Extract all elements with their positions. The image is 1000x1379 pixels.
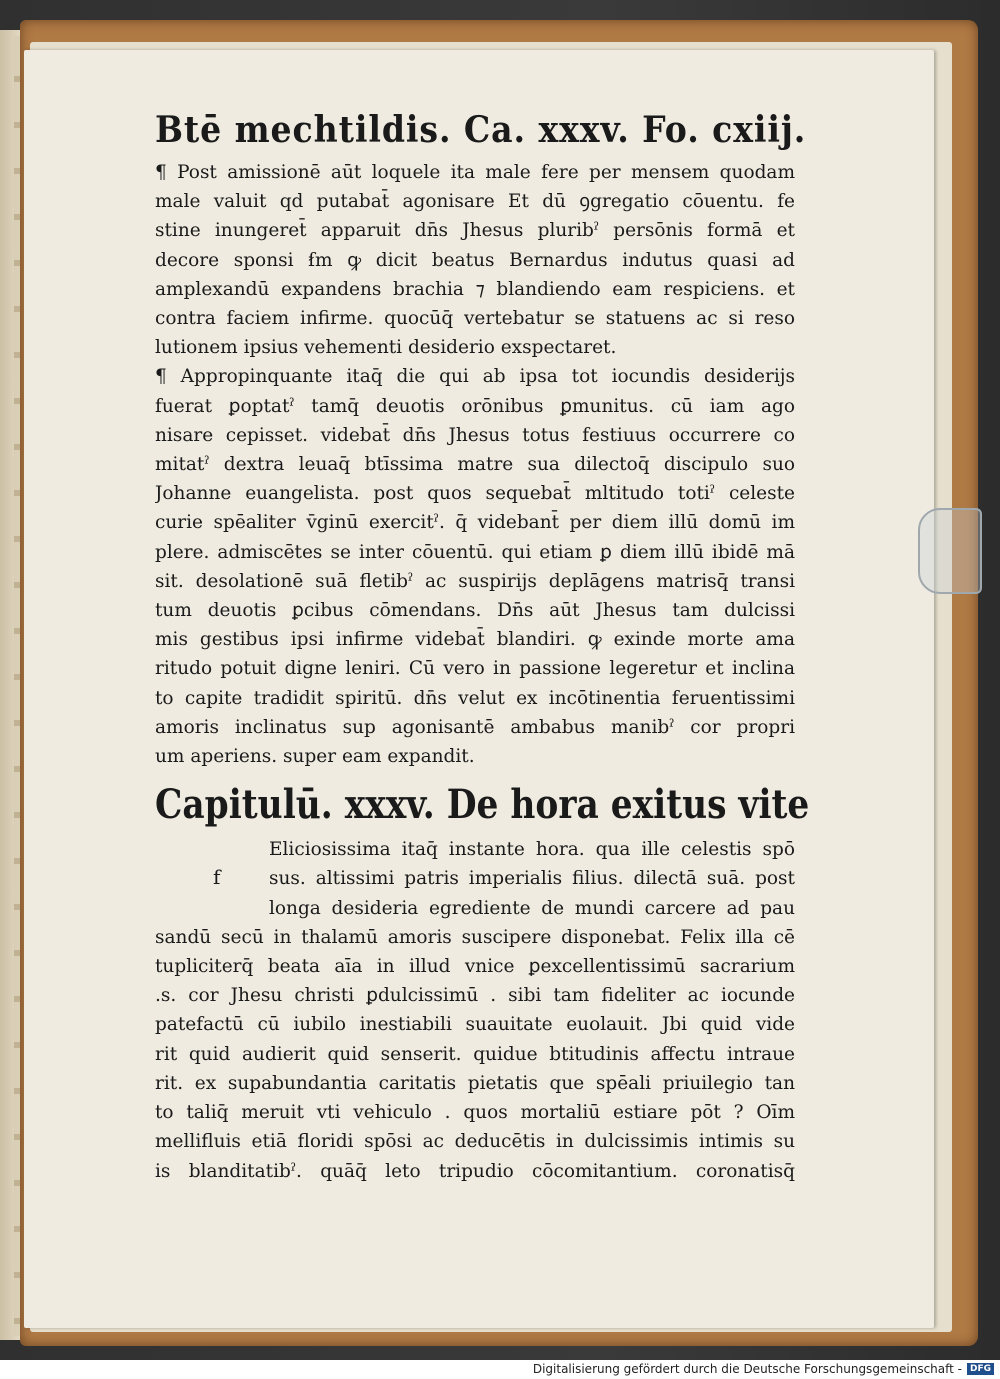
text-line: longa desideria egrediente de mundi carcere ad pau xyxy=(269,897,795,919)
text-line: Eliciosissima itaq̄ instante hora. qua ille celestis spō xyxy=(269,839,795,861)
text-line: rit quid audierit quid senserit. quidue btitudinis affectu intraue xyxy=(155,1043,795,1065)
chapter-body xyxy=(155,835,795,1185)
text-line: sit. desolationē suā fletibˀ ac suspirijs deplāgens matrisq̄ transi xyxy=(155,570,795,592)
text-line: to taliq̄ meruit vti vehiculo . quos mortaliū estiare pōt ? Oīm xyxy=(155,1102,795,1124)
text-line: ¶ Post amissionē aūt loquele ita male fere per mensem quodam xyxy=(155,162,795,183)
page-clip xyxy=(918,508,982,594)
text-line: sus. altissimi patris imperialis filius. dilectā suā. post xyxy=(269,868,795,890)
paragraph-3-indented xyxy=(155,835,795,923)
text-line: ritudo potuit digne leniri. Cū vero in passione legeretur et inclina xyxy=(155,658,795,680)
text-line: plere. admiscētes se inter cōuentū. qui etiam ꝑ diem illū ibidē mā xyxy=(155,541,795,563)
text-line: patefactū cū iubilo inestiabili suauitate euolauit. Jbi quid vide xyxy=(155,1014,795,1036)
text-line: nisare cepisset. videbat̄ dn̄s Jhesus totus festiuus occurrere co xyxy=(155,424,795,446)
text-line: mitatˀ dextra leuaq̄ btīssima matre sua dilectoq̄ discipulo suo xyxy=(155,454,795,476)
text-line: tupliciterq̄ beata aīa in illud vnice ꝑexcellentissimū sacrarium xyxy=(155,956,795,978)
paragraph-1 xyxy=(155,158,795,362)
text-line: to capite tradidit spiritū. dn̄s velut ex incōtinentia feruentissimi xyxy=(155,687,795,709)
initial-letter-guide: f xyxy=(213,865,221,890)
text-line: mellifluis etiā floridi spōsi ac deducētis in dulcissimis intimis su xyxy=(155,1131,795,1153)
text-line: rit. ex supabundantia caritatis pietatis que spēali priuilegio tan xyxy=(155,1072,795,1094)
text-line: lutionem ipsius vehementi desiderio exspectaret. xyxy=(155,337,617,359)
page-text xyxy=(155,108,810,1186)
text-line: contra faciem infirme. quocūq̄ vertebatur se statuens ac si reso xyxy=(155,308,795,330)
text-line: stine inungeret̄ apparuit dn̄s Jhesus pluribˀ persōnis formā et xyxy=(155,220,795,242)
text-line: fuerat ꝑoptatˀ tamq̄ deuotis orōnibus ꝑmunitus. cū iam ago xyxy=(155,395,795,417)
text-line: .s. cor Jhesu christi ꝑdulcissimū . sibi tam fideliter ac iocunde xyxy=(155,985,795,1007)
text-line: amplexandū expandens brachia ⁊ blandiendo eam respiciens. et xyxy=(155,278,795,300)
dfg-logo: DFG xyxy=(967,1363,994,1375)
text-line: um aperiens. super eam expandit. xyxy=(155,746,475,768)
text-line: mis gestibus ipsi infirme videbat̄ blandiri. ꝙ exinde morte ama xyxy=(155,629,795,651)
paragraph-2 xyxy=(155,362,795,771)
text-line: male valuit qd putabat̄ agonisare Et dū ꝯgregatio cōuentu. fe xyxy=(155,191,795,213)
paragraph-3 xyxy=(155,923,795,1186)
text-line: tum deuotis ꝑcibus cōmendans. Dn̄s aūt Jhesus tam dulcissi xyxy=(155,600,795,622)
running-head: Btē mechtildis. Ca. xxxv. Fo. cxiij. xyxy=(155,109,807,151)
digitization-credit: Digitalisierung gefördert durch die Deutsche Forschungsgemeinschaft - xyxy=(532,1362,962,1376)
text-line: sandū secū in thalamū amoris suscipere disponebat. Felix illa cē xyxy=(155,926,795,948)
text-line: decore sponsi ẜm ꝙ dicit beatus Bernardus indutus quasi ad xyxy=(155,249,795,271)
text-line: ¶ Appropinquante itaq̄ die qui ab ipsa tot iocundis desiderijs xyxy=(155,366,795,388)
text-line: Johanne euangelista. post quos sequebat̄ mltitudo totiˀ celeste xyxy=(155,483,795,505)
text-line: amoris inclinatus sup agonisantē ambabus manibˀ cor propri xyxy=(155,716,795,738)
chapter-heading: Capitulū. xxxv. De hora exitus vite xyxy=(155,781,810,829)
text-line: curie spēaliter v̄ginū exercitˀ. q̄ videbant̄ per diem illū domū im xyxy=(155,512,795,534)
text-line: is blanditatibˀ. quāq̄ leto tripudio cōcomitantium. coronatisq̄ xyxy=(155,1160,795,1182)
